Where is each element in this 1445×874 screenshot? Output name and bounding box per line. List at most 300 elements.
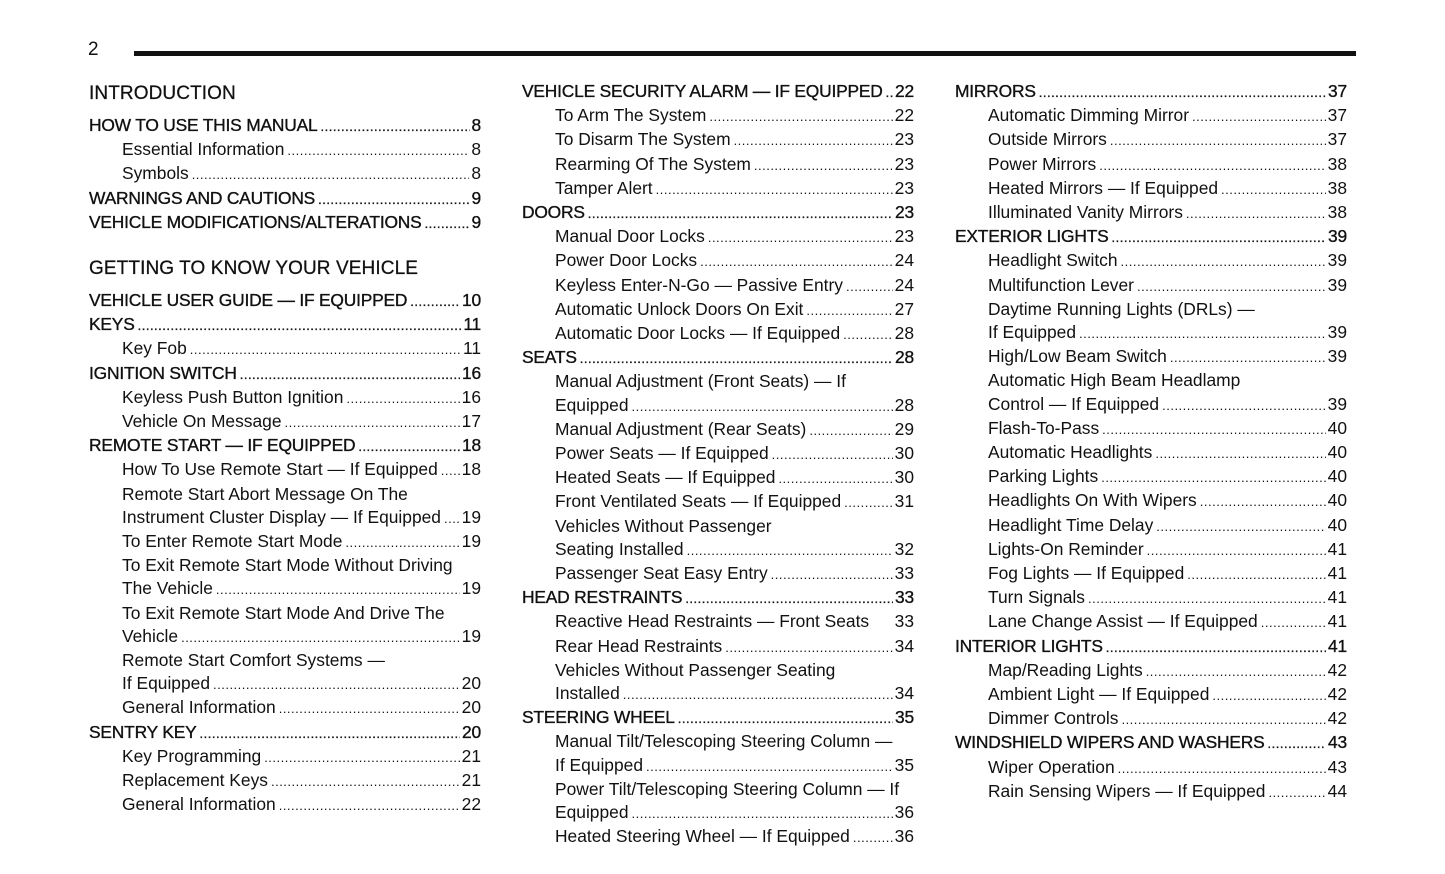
toc-section-link[interactable] bbox=[955, 80, 1347, 104]
toc-section-link[interactable] bbox=[522, 80, 914, 104]
toc-section-link[interactable] bbox=[522, 346, 914, 370]
toc-subsection-link[interactable] bbox=[522, 225, 914, 249]
toc-entry-label: Symbols bbox=[122, 163, 189, 184]
dot-leader bbox=[623, 683, 893, 706]
toc-page-number: 21 bbox=[461, 770, 481, 791]
toc-entry-label: Equipped bbox=[555, 394, 629, 415]
toc-page-number: 10 bbox=[462, 290, 481, 311]
toc-page-number: 22 bbox=[894, 105, 914, 126]
toc-entry-label: Rain Sensing Wipers — If Equipped bbox=[988, 780, 1266, 801]
toc-entry-label: Vehicles Without Passenger bbox=[555, 515, 772, 536]
dot-leader bbox=[287, 139, 469, 162]
dot-leader bbox=[844, 491, 893, 514]
dot-leader bbox=[318, 188, 469, 211]
toc-page-number: 8 bbox=[471, 163, 481, 184]
toc-entry-label: EXTERIOR LIGHTS bbox=[955, 226, 1109, 247]
toc-page-number: 40 bbox=[1327, 442, 1347, 463]
dot-leader bbox=[656, 178, 893, 201]
toc-subsection-link[interactable] bbox=[955, 683, 1347, 707]
toc-subsection-link[interactable] bbox=[955, 345, 1347, 369]
toc-entry-label: General Information bbox=[122, 697, 276, 718]
toc-subsection-link[interactable] bbox=[89, 483, 481, 506]
toc-subsection-link[interactable] bbox=[522, 801, 914, 825]
toc-entry-label: Remote Start Comfort Systems — bbox=[122, 650, 385, 671]
toc-column-1 bbox=[89, 80, 481, 817]
toc-page-number: 35 bbox=[894, 754, 914, 775]
toc-page-number: 22 bbox=[895, 81, 914, 101]
toc-section-link[interactable] bbox=[89, 114, 481, 138]
toc-subsection-link[interactable] bbox=[522, 322, 914, 346]
toc-subsection-link[interactable] bbox=[955, 465, 1347, 489]
dot-leader bbox=[806, 299, 892, 322]
toc-entry-label: Passenger Seat Easy Entry bbox=[555, 563, 768, 584]
toc-entry-label: Keyless Enter-N-Go — Passive Entry bbox=[555, 274, 843, 295]
toc-page-number: 41 bbox=[1327, 563, 1347, 584]
dot-leader bbox=[853, 826, 893, 849]
toc-subsection-link[interactable] bbox=[955, 177, 1347, 201]
toc-entry-label: Replacement Keys bbox=[122, 770, 268, 791]
toc-entry-label: Heated Mirrors — If Equipped bbox=[988, 177, 1219, 198]
toc-subsection-link[interactable] bbox=[89, 672, 481, 696]
toc-entry-label: Manual Adjustment (Rear Seats) bbox=[555, 418, 807, 439]
toc-subsection-link[interactable] bbox=[522, 104, 914, 128]
toc-subsection-link[interactable] bbox=[89, 554, 481, 577]
dot-leader bbox=[846, 275, 893, 298]
toc-page-number: 19 bbox=[461, 531, 481, 552]
toc-entry-label: Keyless Push Button Ignition bbox=[122, 386, 344, 407]
toc-entry-label: Ambient Light — If Equipped bbox=[988, 684, 1210, 705]
dot-leader bbox=[1118, 757, 1326, 780]
dot-leader bbox=[1155, 442, 1325, 465]
toc-entry-label: VEHICLE MODIFICATIONS/ALTERATIONS bbox=[89, 211, 422, 232]
toc-page-number: 40 bbox=[1327, 466, 1347, 487]
toc-entry-label: Tamper Alert bbox=[555, 177, 653, 198]
toc-entry-label: Flash-To-Pass bbox=[988, 417, 1100, 438]
dot-leader bbox=[1079, 322, 1326, 345]
toc-section-link[interactable] bbox=[522, 706, 914, 730]
toc-entry-label: VEHICLE SECURITY ALARM — IF EQUIPPED bbox=[522, 81, 883, 101]
toc-column-2 bbox=[522, 80, 914, 850]
toc-page-number: 40 bbox=[1327, 490, 1347, 511]
toc-subsection-link[interactable] bbox=[955, 562, 1347, 586]
toc-entry-label: Headlight Time Delay bbox=[988, 514, 1154, 535]
toc-subsection-link[interactable] bbox=[522, 538, 914, 562]
dot-leader bbox=[345, 531, 459, 554]
toc-entry-label: Headlights On With Wipers bbox=[988, 490, 1197, 511]
toc-section-link[interactable] bbox=[89, 721, 481, 745]
toc-subsection-link[interactable] bbox=[89, 793, 481, 817]
toc-subsection-link[interactable] bbox=[522, 515, 914, 538]
toc-page-number: 34 bbox=[894, 683, 914, 704]
dot-leader bbox=[1110, 129, 1326, 152]
toc-entry-label: DOORS bbox=[522, 202, 585, 223]
dot-leader bbox=[1186, 202, 1326, 225]
toc-page-number: 20 bbox=[462, 721, 481, 742]
toc-subsection-link[interactable] bbox=[89, 745, 481, 769]
toc-entry-label: Installed bbox=[555, 683, 620, 704]
toc-page-number: 39 bbox=[1327, 250, 1347, 271]
toc-entry-label: Wiper Operation bbox=[988, 756, 1115, 777]
toc-entry-label: If Equipped bbox=[122, 673, 210, 694]
toc-subsection-link[interactable] bbox=[522, 274, 914, 298]
toc-page-number: 20 bbox=[461, 673, 481, 694]
toc-entry-label: Remote Start Abort Message On The bbox=[122, 483, 408, 504]
toc-subsection-link[interactable] bbox=[522, 730, 914, 753]
toc-subsection-link[interactable] bbox=[89, 577, 481, 601]
dot-leader bbox=[1121, 250, 1326, 273]
dot-leader bbox=[1268, 732, 1327, 755]
toc-page-number: 41 bbox=[1327, 587, 1347, 608]
toc-column-3 bbox=[955, 80, 1347, 804]
toc-entry-label: To Exit Remote Start Mode And Drive The bbox=[122, 602, 445, 623]
toc-section-link[interactable] bbox=[522, 201, 914, 225]
toc-subsection-link[interactable] bbox=[955, 393, 1347, 417]
toc-page-number: 17 bbox=[461, 411, 481, 432]
toc-subsection-link[interactable] bbox=[522, 128, 914, 152]
dot-leader bbox=[1147, 539, 1326, 562]
toc-entry-label: STEERING WHEEL bbox=[522, 707, 675, 728]
toc-subsection-link[interactable] bbox=[955, 104, 1347, 128]
header-rule bbox=[134, 51, 1356, 56]
toc-page-number: 42 bbox=[1327, 708, 1347, 729]
dot-leader bbox=[1187, 563, 1325, 586]
dot-leader bbox=[1099, 154, 1325, 177]
toc-page-number: 23 bbox=[894, 129, 914, 150]
toc-entry-label: Map/Reading Lights bbox=[988, 659, 1143, 680]
toc-subsection-link[interactable] bbox=[955, 441, 1347, 465]
toc-page-number: 34 bbox=[894, 635, 914, 656]
toc-subsection-link[interactable] bbox=[89, 458, 481, 482]
dot-leader bbox=[1146, 660, 1326, 683]
toc-entry-label: KEYS bbox=[89, 314, 135, 335]
toc-subsection-link[interactable] bbox=[522, 418, 914, 442]
toc-page-number: 8 bbox=[471, 115, 481, 135]
dot-leader bbox=[240, 363, 460, 386]
toc-entry-label: VEHICLE USER GUIDE — IF EQUIPPED bbox=[89, 290, 408, 311]
toc-page-number: 37 bbox=[1327, 129, 1347, 150]
toc-entry-label: Seating Installed bbox=[555, 538, 684, 559]
toc-entry-label: Rear Head Restraints bbox=[555, 635, 723, 656]
toc-section-link[interactable] bbox=[89, 211, 481, 235]
toc-section-link[interactable] bbox=[955, 635, 1347, 659]
dot-leader bbox=[1039, 81, 1326, 104]
dot-leader bbox=[320, 115, 469, 138]
toc-subsection-link[interactable] bbox=[522, 682, 914, 706]
toc-page-number: 30 bbox=[894, 443, 914, 464]
dot-leader bbox=[734, 129, 893, 152]
dot-leader bbox=[843, 323, 893, 346]
toc-entry-label: REMOTE START — IF EQUIPPED bbox=[89, 435, 356, 456]
toc-subsection-link[interactable] bbox=[89, 162, 481, 186]
toc-subsection-link[interactable] bbox=[89, 769, 481, 793]
toc-subsection-link[interactable] bbox=[522, 610, 914, 634]
dot-leader bbox=[1156, 515, 1325, 538]
toc-entry-label: Automatic Headlights bbox=[988, 442, 1153, 463]
toc-section-link[interactable] bbox=[89, 434, 481, 458]
toc-section-link[interactable] bbox=[522, 586, 914, 610]
toc-page-number: 36 bbox=[894, 802, 914, 823]
toc-entry-label: Manual Tilt/Telescoping Steering Column — bbox=[555, 731, 893, 752]
dot-leader bbox=[588, 202, 893, 225]
toc-entry-label: WINDSHIELD WIPERS AND WASHERS bbox=[955, 732, 1265, 753]
toc-entry-label: Heated Steering Wheel — If Equipped bbox=[555, 826, 850, 847]
toc-page-number: 16 bbox=[461, 386, 481, 407]
toc-entry-label: Automatic Dimming Mirror bbox=[988, 105, 1189, 126]
toc-page-number: 39 bbox=[1327, 346, 1347, 367]
toc-subsection-link[interactable] bbox=[89, 138, 481, 162]
dot-leader bbox=[271, 770, 460, 793]
toc-entry-label: Manual Door Locks bbox=[555, 226, 705, 247]
toc-subsection-link[interactable] bbox=[522, 249, 914, 273]
toc-page-number: 18 bbox=[461, 459, 481, 480]
toc-section-link[interactable] bbox=[89, 289, 481, 313]
dot-leader bbox=[772, 443, 893, 466]
toc-page-number: 23 bbox=[894, 153, 914, 174]
dot-leader bbox=[700, 250, 893, 273]
toc-entry-label: HOW TO USE THIS MANUAL bbox=[89, 115, 318, 135]
toc-subsection-link[interactable] bbox=[955, 538, 1347, 562]
dot-leader bbox=[138, 314, 462, 337]
toc-page-number: 37 bbox=[1327, 105, 1347, 126]
toc-subsection-link[interactable] bbox=[89, 625, 481, 649]
toc-subsection-link[interactable] bbox=[955, 586, 1347, 610]
dot-leader bbox=[1261, 611, 1326, 634]
dot-leader bbox=[778, 467, 892, 490]
toc-page-number: 11 bbox=[462, 338, 481, 359]
toc-subsection-link[interactable] bbox=[522, 442, 914, 466]
toc-subsection-link[interactable] bbox=[89, 649, 481, 672]
chapter-title: INTRODUCTION bbox=[89, 83, 236, 104]
toc-subsection-link[interactable] bbox=[89, 386, 481, 410]
toc-subsection-link[interactable] bbox=[89, 530, 481, 554]
toc-page-number: 30 bbox=[894, 467, 914, 488]
dot-leader bbox=[1192, 105, 1326, 128]
toc-entry-label: Dimmer Controls bbox=[988, 708, 1119, 729]
dot-leader bbox=[1101, 466, 1325, 489]
dot-leader bbox=[1102, 418, 1326, 441]
dot-leader bbox=[809, 419, 892, 442]
toc-entry-label: Power Seats — If Equipped bbox=[555, 443, 769, 464]
toc-subsection-link[interactable] bbox=[955, 489, 1347, 513]
toc-subsection-link[interactable] bbox=[955, 321, 1347, 345]
dot-leader bbox=[1088, 587, 1326, 610]
toc-entry-label: Headlight Switch bbox=[988, 250, 1118, 271]
dot-leader bbox=[708, 226, 893, 249]
toc-section-link[interactable] bbox=[955, 225, 1347, 249]
toc-page-number: 42 bbox=[1327, 684, 1347, 705]
toc-section-link[interactable] bbox=[89, 313, 481, 337]
toc-entry-label: Outside Mirrors bbox=[988, 129, 1107, 150]
toc-entry-label: IGNITION SWITCH bbox=[89, 362, 237, 383]
toc-entry-label: Reactive Head Restraints — Front Seats bbox=[555, 611, 870, 632]
toc-subsection-link[interactable] bbox=[955, 417, 1347, 441]
toc-page-number: 35 bbox=[895, 707, 914, 728]
dot-leader bbox=[346, 387, 459, 410]
toc-subsection-link[interactable] bbox=[89, 602, 481, 625]
toc-page-number: 19 bbox=[461, 506, 481, 527]
toc-entry-label: Multifunction Lever bbox=[988, 274, 1134, 295]
toc-page-number: 19 bbox=[461, 578, 481, 599]
dot-leader bbox=[279, 794, 460, 817]
toc-entry-label: If Equipped bbox=[555, 754, 643, 775]
toc-page-number: 41 bbox=[1327, 611, 1347, 632]
toc-page-number: 9 bbox=[471, 211, 481, 232]
toc-page-number: 23 bbox=[894, 177, 914, 198]
toc-entry-label: If Equipped bbox=[988, 322, 1076, 343]
toc-entry-label: WARNINGS AND CAUTIONS bbox=[89, 187, 316, 208]
toc-entry-label: To Enter Remote Start Mode bbox=[122, 531, 343, 552]
toc-page-number: 39 bbox=[1328, 226, 1347, 247]
toc-entry-label: Key Fob bbox=[122, 338, 187, 359]
toc-subsection-link[interactable] bbox=[955, 128, 1347, 152]
toc-entry-label: To Exit Remote Start Mode Without Driving bbox=[122, 555, 453, 576]
dot-leader bbox=[410, 290, 460, 313]
toc-page-number: 24 bbox=[894, 250, 914, 271]
toc-subsection-link[interactable] bbox=[522, 635, 914, 659]
dot-leader bbox=[444, 507, 460, 530]
toc-page-number: 38 bbox=[1327, 153, 1347, 174]
toc-entry-label: Instrument Cluster Display — If Equipped bbox=[122, 506, 441, 527]
toc-entry-label: General Information bbox=[122, 794, 276, 815]
toc-subsection-link[interactable] bbox=[522, 490, 914, 514]
toc-entry-label: SEATS bbox=[522, 347, 577, 368]
toc-subsection-link[interactable] bbox=[522, 659, 914, 682]
toc-subsection-link[interactable] bbox=[89, 506, 481, 530]
toc-entry-label: Daytime Running Lights (DRLs) — bbox=[988, 298, 1255, 319]
toc-subsection-link[interactable] bbox=[955, 274, 1347, 298]
toc-page-number: 43 bbox=[1328, 732, 1347, 753]
toc-subsection-link[interactable] bbox=[955, 514, 1347, 538]
dot-leader bbox=[1137, 275, 1326, 298]
toc-entry-label: Heated Seats — If Equipped bbox=[555, 467, 776, 488]
toc-subsection-link[interactable] bbox=[522, 754, 914, 778]
toc-page-number: 23 bbox=[894, 226, 914, 247]
dot-leader bbox=[646, 755, 893, 778]
toc-subsection-link[interactable] bbox=[522, 466, 914, 490]
toc-subsection-link[interactable] bbox=[955, 249, 1347, 273]
toc-page-number: 9 bbox=[471, 187, 481, 208]
toc-entry-label: Equipped bbox=[555, 802, 629, 823]
dot-leader bbox=[632, 802, 893, 825]
dot-leader bbox=[200, 722, 461, 745]
toc-entry-label: Front Ventilated Seats — If Equipped bbox=[555, 491, 842, 512]
toc-subsection-link[interactable] bbox=[955, 756, 1347, 780]
toc-page-number: 36 bbox=[894, 826, 914, 847]
toc-page-number: 33 bbox=[895, 587, 914, 608]
toc-subsection-link[interactable] bbox=[522, 778, 914, 801]
toc-subsection-link[interactable] bbox=[522, 825, 914, 849]
toc-entry-label: Rearming Of The System bbox=[555, 153, 751, 174]
toc-page-number: 28 bbox=[894, 323, 914, 344]
toc-page-number: 16 bbox=[462, 362, 481, 383]
dot-leader bbox=[580, 347, 893, 370]
toc-entry-label: Control — If Equipped bbox=[988, 393, 1160, 414]
toc-subsection-link[interactable] bbox=[955, 369, 1347, 392]
toc-page-number: 23 bbox=[895, 202, 914, 223]
toc-subsection-link[interactable] bbox=[522, 177, 914, 201]
toc-subsection-link[interactable] bbox=[955, 780, 1347, 804]
dot-leader bbox=[213, 673, 460, 696]
toc-page-number: 44 bbox=[1327, 780, 1347, 801]
toc-subsection-link[interactable] bbox=[955, 298, 1347, 321]
toc-subsection-link[interactable] bbox=[522, 370, 914, 393]
toc-page-number: 27 bbox=[894, 298, 914, 319]
dot-leader bbox=[425, 212, 470, 235]
toc-subsection-link[interactable] bbox=[89, 410, 481, 434]
toc-page-number: 24 bbox=[894, 274, 914, 295]
toc-entry-label: MIRRORS bbox=[955, 81, 1036, 101]
dot-leader bbox=[725, 636, 892, 659]
toc-subsection-link[interactable] bbox=[522, 562, 914, 586]
toc-page-number: 22 bbox=[461, 794, 481, 815]
toc-page-number: 33 bbox=[894, 563, 914, 584]
toc-entry-label: How To Use Remote Start — If Equipped bbox=[122, 459, 438, 480]
toc-page-number: 33 bbox=[894, 611, 914, 632]
dot-leader bbox=[279, 697, 460, 720]
toc-page-number: 39 bbox=[1327, 274, 1347, 295]
toc-page-number: 28 bbox=[895, 347, 914, 368]
toc-subsection-link[interactable] bbox=[955, 201, 1347, 225]
toc-entry-label: SENTRY KEY bbox=[89, 721, 197, 742]
toc-entry-label: Power Tilt/Telescoping Steering Column — If bbox=[555, 778, 900, 799]
toc-page-number: 19 bbox=[461, 625, 481, 646]
dot-leader bbox=[285, 411, 460, 434]
dot-leader bbox=[1221, 178, 1326, 201]
toc-entry-label: Illuminated Vanity Mirrors bbox=[988, 202, 1183, 223]
toc-page-number: 28 bbox=[894, 394, 914, 415]
toc-subsection-link[interactable] bbox=[89, 337, 481, 361]
dot-leader bbox=[1106, 636, 1326, 659]
dot-leader bbox=[685, 587, 893, 610]
toc-section-link[interactable] bbox=[955, 731, 1347, 755]
dot-leader bbox=[216, 578, 460, 601]
dot-leader bbox=[771, 563, 893, 586]
toc-subsection-link[interactable] bbox=[955, 659, 1347, 683]
toc-page-number: 42 bbox=[1327, 659, 1347, 680]
toc-subsection-link[interactable] bbox=[955, 707, 1347, 731]
toc-page-number: 11 bbox=[463, 314, 481, 335]
toc-entry-label: Parking Lights bbox=[988, 466, 1099, 487]
toc-page-number: 31 bbox=[894, 491, 914, 512]
dot-leader bbox=[687, 539, 893, 562]
toc-subsection-link[interactable] bbox=[955, 610, 1347, 634]
toc-page-number: 40 bbox=[1327, 417, 1347, 438]
toc-entry-label: Lights-On Reminder bbox=[988, 538, 1144, 559]
toc-entry-label: Automatic Door Locks — If Equipped bbox=[555, 323, 841, 344]
toc-entry-label: Power Door Locks bbox=[555, 250, 698, 271]
toc-page-number: 43 bbox=[1327, 756, 1347, 777]
dot-leader bbox=[181, 626, 460, 649]
toc-subsection-link[interactable] bbox=[955, 153, 1347, 177]
toc-page-number: 38 bbox=[1327, 177, 1347, 198]
toc-subsection-link[interactable] bbox=[522, 394, 914, 418]
toc-entry-label: Lane Change Assist — If Equipped bbox=[988, 611, 1258, 632]
toc-section-link[interactable] bbox=[89, 187, 481, 211]
toc-page-number: 32 bbox=[894, 538, 914, 559]
toc-subsection-link[interactable] bbox=[89, 696, 481, 720]
toc-page-number: 29 bbox=[894, 418, 914, 439]
toc-entry-label: INTERIOR LIGHTS bbox=[955, 635, 1103, 656]
dot-leader bbox=[441, 459, 460, 482]
dot-leader bbox=[1200, 490, 1326, 513]
toc-entry-label: Vehicle bbox=[122, 625, 179, 646]
toc-entry-label: Manual Adjustment (Front Seats) — If bbox=[555, 371, 846, 392]
toc-section-link[interactable] bbox=[89, 362, 481, 386]
chapter-title: GETTING TO KNOW YOUR VEHICLE bbox=[89, 258, 419, 280]
toc-subsection-link[interactable] bbox=[522, 153, 914, 177]
toc-subsection-link[interactable] bbox=[522, 298, 914, 322]
dot-leader bbox=[1121, 708, 1325, 731]
